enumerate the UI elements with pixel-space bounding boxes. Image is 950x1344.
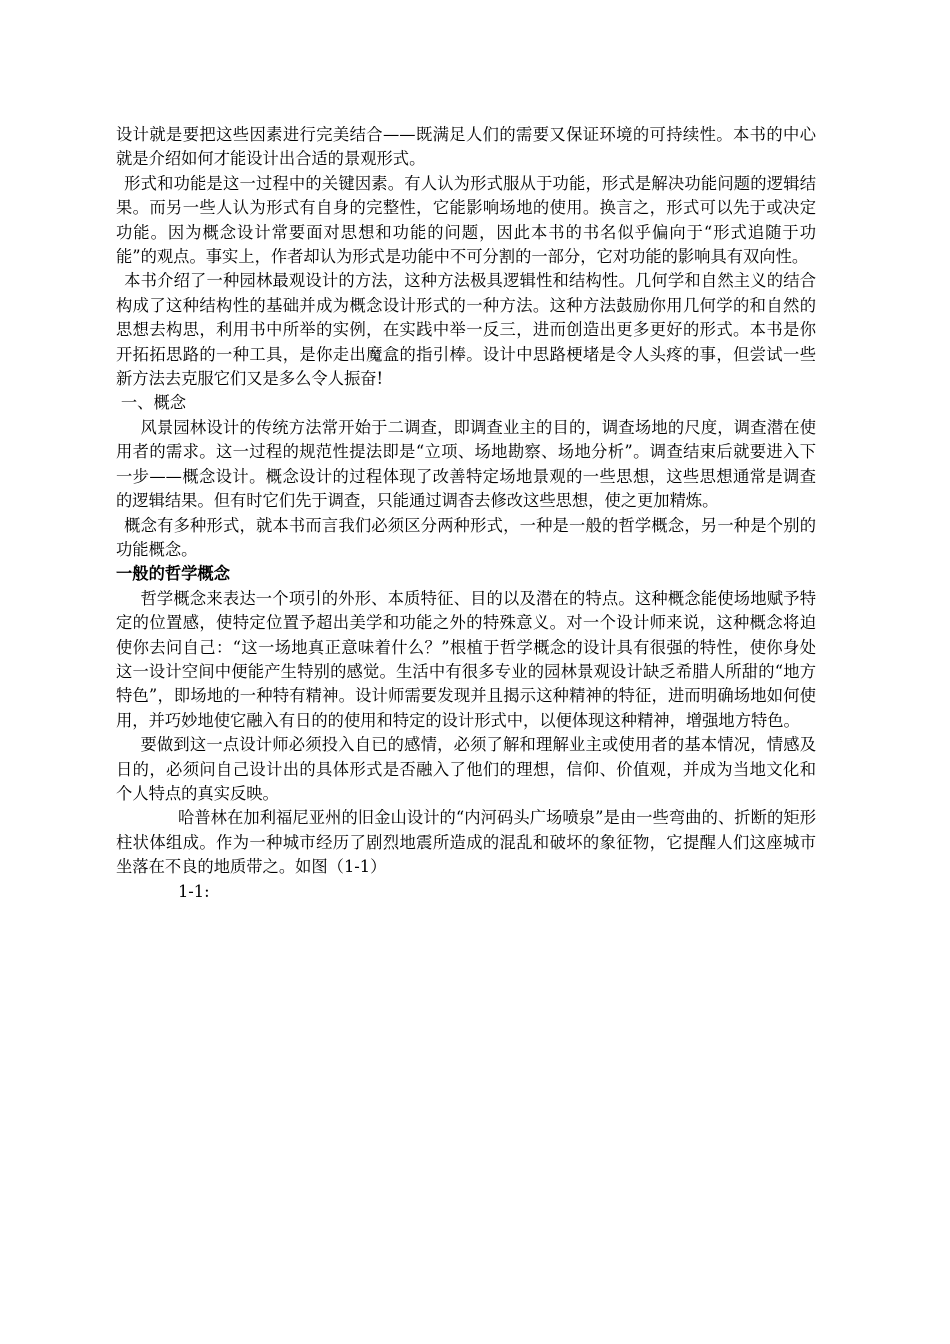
paragraph-intro: 设计就是要把这些因素进行完美结合——既满足人们的需要又保证环境的可持续性。本书的中心就是介绍如何才能设计出合适的景观形式。 [116,125,816,169]
paragraph-concept-forms: 概念有多种形式，就本书而言我们必须区分两种形式，一种是一般的哲学概念，另一种是个别的功能概念。 [116,515,816,559]
paragraph-philosophical-concept: 哲学概念来表达一个项引的外形、本质特征、目的以及潜在的特点。这种概念能使场地赋予特定的位置感，使特定位置予超出美学和功能之外的特殊意义。对一个设计师来说，这种概念将迫使你去问自己：“这一场地真正意味着什么？”根植于哲学概念的设计具有很强的特性，使你身处这一设计空间中便能产生特别的感觉。生活中有很多专业的园林景观设计缺乏希腊人所甜的“地方特色”，即场地的一种特有精神。设计师需要发现并且揭示这种精神的特征，进而明确场地如何使用，并巧妙地使它融入有日的的使用和特定的设计形式中，以便体现这种精神，增强地方特色。 [116,588,816,730]
paragraph-method: 本书介绍了一种园林最观设计的方法，这种方法极具逻辑性和结构性。几何学和自然主义的结合构成了这种结构性的基础并成为概念设计形式的一种方法。这种方法鼓励你用几何学的和自然的思想去构思，利用书中所举的实例，在实践中举一反三，进而创造出更多更好的形式。本书是你开拓拓思路的一种工具，是你走出魔盒的指引棒。设计中思路梗堵是令人头疼的事，但尝试一些新方法去克服它们又是多么令人振奋! [116,271,816,389]
paragraph-halprin-fountain: 哈普林在加利福尼亚州的旧金山设计的“内河码头广场喷泉”是由一些弯曲的、折断的矩形柱状体组成。作为一种城市经历了剧烈地震所造成的混乱和破坏的象征物，它提醒人们这座城市坐落在不良的地质带之。如图（1-1） [116,808,816,877]
document-page [116,123,816,904]
figure-label: 1-1: [177,881,210,901]
section-heading-concept: 一、概念 [120,393,187,413]
paragraph-designer-emotion: 要做到这一点设计师必须投入自已的感情，必须了解和理解业主或使用者的基本情况，情感及日的，必须问自己设计出的具体形式是否融入了他们的理想，信仰、价值观，并成为当地文化和个人特点的真实反映。 [116,735,816,803]
subheading-philosophical-concept: 一般的哲学概念 [116,564,230,584]
paragraph-traditional-method: 风景园林设计的传统方法常开始于二调查，即调查业主的目的，调查场地的尺度，调查潜在使用者的需求。这一过程的规范性提法即是“立项、场地勘察、场地分析”。调查结束后就要进入下一步——概念设计。概念设计的过程体现了改善特定场地景观的一些思想，这些思想通常是调查的逻辑结果。但有时它们先于调查，只能通过调杳去修改这些思想，使之更加精炼。 [116,417,816,511]
paragraph-form-function: 形式和功能是这一过程中的关键因素。有人认为形式服从于功能，形式是解决功能问题的逻辑结果。而另一些人认为形式有自身的完整性，它能影响场地的使用。换言之，形式可以先于或决定功能。因为概念设计常要面对思想和功能的问题，因此本书的书名似乎偏向于“形式追随于功能”的观点。事实上，作者却认为形式是功能中不可分割的一部分，它对功能的影响具有双向性。 [116,173,816,267]
